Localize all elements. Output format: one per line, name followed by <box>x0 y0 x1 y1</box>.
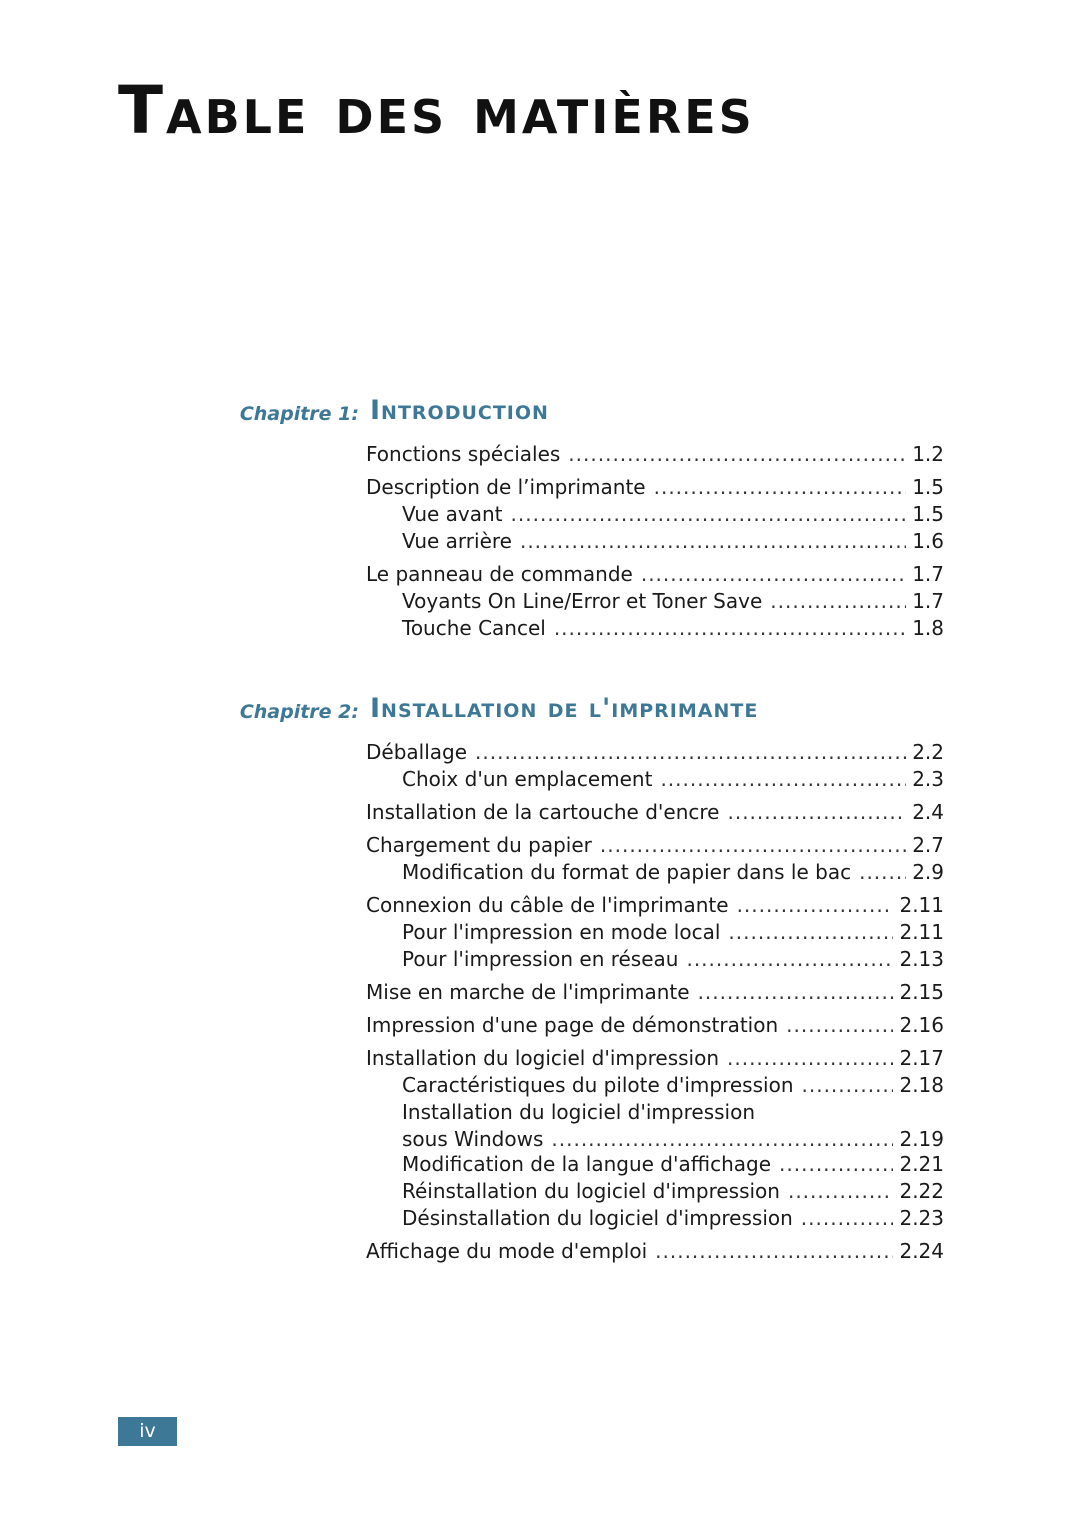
toc-entry[interactable] <box>366 441 944 468</box>
toc-entry[interactable] <box>366 739 944 766</box>
toc-entry-text: Le panneau de commande <box>366 562 633 586</box>
toc-page-number: 2.19 <box>899 1127 944 1151</box>
dot-leader <box>551 1126 893 1153</box>
toc-entry[interactable] <box>402 1099 944 1151</box>
dot-leader <box>727 799 906 826</box>
toc-page-number: 1.6 <box>912 529 944 553</box>
toc-page-number: 2.16 <box>899 1013 944 1037</box>
toc-entry-text: Caractéristiques du pilote d'impression <box>402 1073 794 1097</box>
toc-page-number: 2.9 <box>912 860 944 884</box>
chapter-title: Introduction <box>370 395 549 426</box>
toc-entry[interactable] <box>366 561 944 588</box>
toc-entry-text: Installation du logiciel d'impression <box>402 1100 755 1124</box>
toc-entry[interactable] <box>366 1012 944 1039</box>
toc-entry[interactable] <box>402 588 944 615</box>
chapter-title: Installation de l'imprimante <box>370 693 759 724</box>
toc-entry[interactable] <box>402 766 944 793</box>
toc-entry[interactable] <box>366 799 944 826</box>
toc-page-number: 2.11 <box>899 920 944 944</box>
page-title: Table des matières <box>118 72 755 149</box>
toc-entry-text: Déballage <box>366 740 468 764</box>
chapter-heading <box>0 395 1075 435</box>
dot-leader <box>660 766 906 793</box>
toc-page-number: 1.5 <box>912 502 944 526</box>
toc-page-number: 2.24 <box>899 1239 944 1263</box>
chapter-label: Chapitre 2: <box>239 701 359 723</box>
toc-entry[interactable] <box>402 615 944 642</box>
toc-page-number: 2.13 <box>899 947 944 971</box>
dot-leader <box>859 859 906 886</box>
dot-leader <box>770 588 906 615</box>
toc-entry-text: Réinstallation du logiciel d'impression <box>402 1179 780 1203</box>
toc-entry-text: Modification de la langue d'affichage <box>402 1152 772 1176</box>
toc-entry-line2 <box>402 1126 944 1153</box>
toc-entry[interactable] <box>402 919 944 946</box>
toc-entry-text: Désinstallation du logiciel d'impression <box>402 1206 793 1230</box>
dot-leader <box>686 946 893 973</box>
toc-page-number: 1.2 <box>912 442 944 466</box>
toc-entry[interactable] <box>366 474 944 501</box>
dot-leader <box>802 1072 894 1099</box>
toc-entry[interactable] <box>366 1045 944 1072</box>
dot-leader <box>698 979 894 1006</box>
toc-page-number: 2.4 <box>912 800 944 824</box>
toc-entry-text: Voyants On Line/Error et Toner Save <box>402 589 763 613</box>
toc-entry-text: Fonctions spéciales <box>366 442 561 466</box>
page-number-badge: iv <box>118 1417 177 1446</box>
toc-page-number: 1.7 <box>912 589 944 613</box>
toc-page-number: 2.21 <box>899 1152 944 1176</box>
toc-entry[interactable] <box>366 832 944 859</box>
toc-entry-text: Installation du logiciel d'impression <box>366 1046 719 1070</box>
toc-entry[interactable] <box>366 979 944 1006</box>
dot-leader <box>727 1045 893 1072</box>
toc-page-number: 2.17 <box>899 1046 944 1070</box>
toc-page-number: 1.7 <box>912 562 944 586</box>
toc-page-number: 2.22 <box>899 1179 944 1203</box>
toc-page-number: 2.7 <box>912 833 944 857</box>
toc-page-number: 2.23 <box>899 1206 944 1230</box>
toc-page-number: 2.3 <box>912 767 944 791</box>
dot-leader <box>511 501 906 528</box>
toc-entry[interactable] <box>366 892 944 919</box>
toc-entry-text: Modification du format de papier dans le bac <box>402 860 852 884</box>
toc-entry[interactable] <box>402 1205 944 1232</box>
toc-entry-text: Description de l’imprimante <box>366 475 646 499</box>
dot-leader <box>475 739 906 766</box>
dot-leader <box>788 1178 894 1205</box>
toc-entry-text: Affichage du mode d'emploi <box>366 1239 648 1263</box>
toc-entry-text: Mise en marche de l'imprimante <box>366 980 690 1004</box>
chapter-1 <box>0 395 1075 642</box>
toc-list <box>0 739 1075 1265</box>
toc-entry-text: Pour l'impression en réseau <box>402 947 679 971</box>
toc-page-number: 1.5 <box>912 475 944 499</box>
toc-entry[interactable] <box>402 946 944 973</box>
chapter-label: Chapitre 1: <box>239 403 359 425</box>
toc-entry[interactable] <box>402 1072 944 1099</box>
toc-page-number: 2.2 <box>912 740 944 764</box>
dot-leader <box>779 1151 893 1178</box>
toc-entry-text: Chargement du papier <box>366 833 592 857</box>
toc-entry-text: Vue arrière <box>402 529 512 553</box>
toc-entry-text-continued: sous Windows <box>402 1127 544 1151</box>
dot-leader <box>641 561 906 588</box>
toc-entry[interactable] <box>402 528 944 555</box>
dot-leader <box>654 474 906 501</box>
dot-leader <box>786 1012 893 1039</box>
toc-entry-text: Impression d'une page de démonstration <box>366 1013 779 1037</box>
toc-entry-text: Choix d'un emplacement <box>402 767 653 791</box>
chapter-2 <box>0 693 1075 1265</box>
dot-leader <box>600 832 906 859</box>
toc-entry-text: Vue avant <box>402 502 503 526</box>
toc-entry-text: Touche Cancel <box>402 616 546 640</box>
toc-page-number: 2.15 <box>899 980 944 1004</box>
dot-leader <box>520 528 906 555</box>
dot-leader <box>737 892 894 919</box>
dot-leader <box>568 441 906 468</box>
toc-entry[interactable] <box>402 1178 944 1205</box>
toc-entry[interactable] <box>402 859 944 886</box>
toc-page-number: 2.18 <box>899 1073 944 1097</box>
dot-leader <box>655 1238 893 1265</box>
chapter-heading <box>0 693 1075 733</box>
toc-entry[interactable] <box>366 1238 944 1265</box>
toc-page-number: 2.11 <box>899 893 944 917</box>
toc-page-number: 1.8 <box>912 616 944 640</box>
toc-entry-text: Pour l'impression en mode local <box>402 920 721 944</box>
toc-list <box>0 441 1075 642</box>
dot-leader <box>801 1205 894 1232</box>
toc-entry-text: Installation de la cartouche d'encre <box>366 800 720 824</box>
toc-entry-text: Connexion du câble de l'imprimante <box>366 893 729 917</box>
dot-leader <box>554 615 906 642</box>
toc-entry[interactable] <box>402 1151 944 1178</box>
dot-leader <box>728 919 893 946</box>
toc-entry[interactable] <box>402 501 944 528</box>
